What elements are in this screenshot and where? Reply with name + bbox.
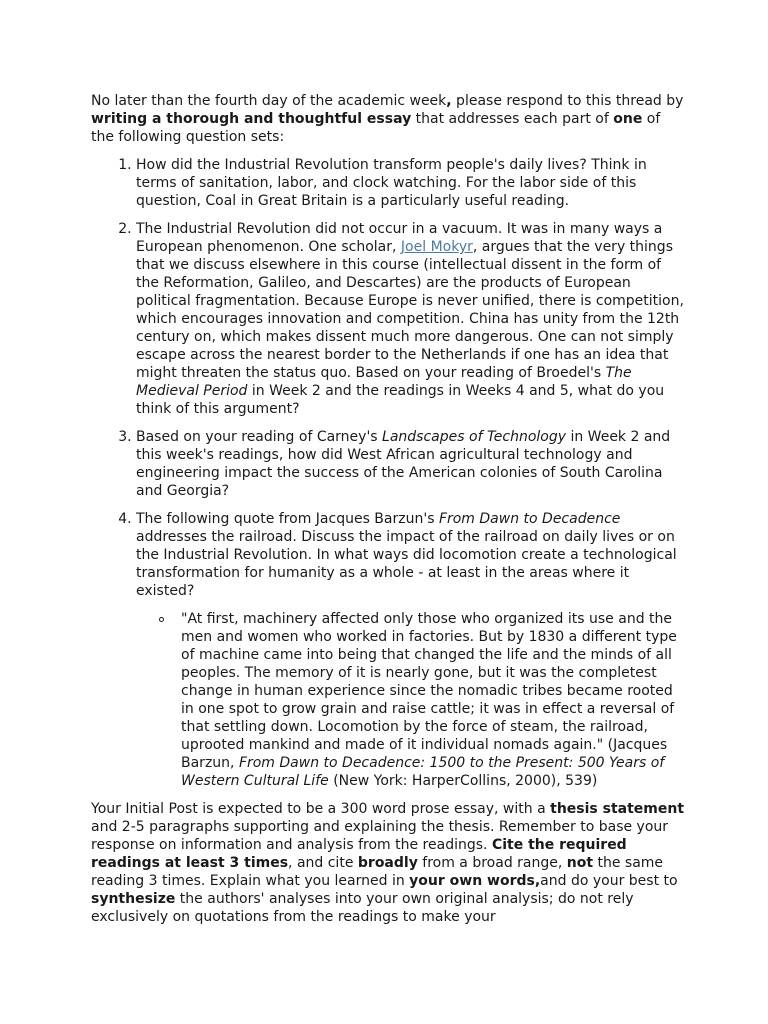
instructions-paragraph — [91, 800, 687, 926]
question-1-text: How did the Industrial Revolution transform people's daily lives? Think in terms of sanitation, labor, and clock watching. For the labor side of this question, Coal in Great Britain is a particularly useful reading. — [136, 157, 647, 209]
question-2-text: The Industrial Revolution did not occur in a vacuum. It was in many ways a European phenomenon. One scholar, — [136, 221, 663, 255]
document-page — [91, 92, 687, 926]
circle-bullet-icon — [159, 617, 164, 622]
question-4-text: addresses the railroad. Discuss the impact of the railroad on daily lives or on the Industrial Revolution. In what ways did locomotion create a technological transformation for humanity as a whole - at least in the areas where it existed? — [136, 529, 677, 599]
intro-text: No later than the fourth day of the academic week — [91, 93, 447, 109]
question-2-text: , argues that the very things that we discuss elsewhere in this course (intellectual dissent in the form of the Reformation, Galileo, and Descartes) are the products of European political fragmentation. Because Europe is never unified, there is competition, which encourages innovation and competition. China has unity from the 12th century on, which makes dissent much more dangerous. One can not simply escape across the nearest border to the Netherlands if one has an idea that might threaten the status quo. Based on your reading of Broedel's — [136, 239, 684, 381]
emphasis-thesis-statement: thesis statement — [550, 801, 685, 817]
quote-text: "At first, machinery affected only those who organized its use and the men and women who worked in factories. But by 1830 a different type of machine came into being that changed the life and the minds of all peoples. The memory of it is nearly gone, but it was the completest change in human experience since the nomadic tribes became rooted in one spot to grow grain and raise cattle; it was in effect a reversal of that settling down. Locomotion by the force of steam, the railroad, uprooted mankind and made of it individual nomads again." (Jacques Barzun, — [181, 611, 677, 771]
emphasis-not: not — [566, 855, 594, 871]
intro-text: please respond to this thread by — [451, 93, 684, 109]
emphasis-cite-readings: Cite the required readings at least 3 times — [91, 837, 627, 871]
question-2 — [136, 220, 687, 418]
intro-emphasis-essay: writing a thorough and thoughtful essay — [91, 111, 412, 127]
question-3-text: in Week 2 and this week's readings, how did West African agricultural technology and engineering impact the success of the American colonies of South Carolina and Georgia? — [136, 429, 671, 499]
question-2-text: in Week 2 and the readings in Weeks 4 and 5, what do you think of this argument? — [136, 383, 665, 417]
emphasis-synthesize: synthesize — [91, 891, 176, 907]
question-4-text: The following quote from Jacques Barzun's — [136, 511, 439, 527]
instructions-text: from a broad range, — [417, 855, 567, 871]
instructions-text: , and cite — [288, 855, 358, 871]
intro-paragraph — [91, 92, 687, 146]
intro-text: that addresses each part of — [411, 111, 614, 127]
barzun-quote — [181, 610, 687, 790]
instructions-text: and do your best to — [540, 873, 678, 889]
joel-mokyr-link[interactable]: Joel Mokyr — [400, 239, 473, 255]
intro-text: of the following question sets: — [91, 111, 661, 145]
intro-emphasis-one: one — [613, 111, 643, 127]
question-1 — [136, 156, 687, 210]
instructions-text: Your Initial Post is expected to be a 300 word prose essay, with a — [91, 801, 551, 817]
quote-list — [136, 610, 687, 790]
instructions-text: the same reading 3 times. Explain what you learned in — [91, 855, 664, 889]
quote-book-title: From Dawn to Decadence: 1500 to the Present: 500 Years of Western Cultural Life — [181, 755, 665, 789]
intro-comma: , — [446, 93, 452, 109]
instructions-text: and 2-5 paragraphs supporting and explaining the thesis. Remember to base your response on information and analysis from the readings. — [91, 819, 669, 853]
book-title-from-dawn-to-decadence: From Dawn to Decadence — [438, 511, 621, 527]
book-title-landscapes-of-technology: Landscapes of Technology — [382, 429, 567, 445]
question-3 — [136, 428, 687, 500]
emphasis-broadly: broadly — [357, 855, 418, 871]
question-3-text: Based on your reading of Carney's — [136, 429, 383, 445]
quote-citation: (New York: HarperCollins, 2000), 539) — [328, 773, 598, 789]
question-4 — [136, 510, 687, 790]
book-title-medieval-period: The Medieval Period — [136, 365, 632, 399]
instructions-text: the authors' analyses into your own original analysis; do not rely exclusively on quotations from the readings to make your — [91, 891, 634, 925]
question-list — [91, 156, 687, 790]
emphasis-own-words: your own words, — [409, 873, 541, 889]
